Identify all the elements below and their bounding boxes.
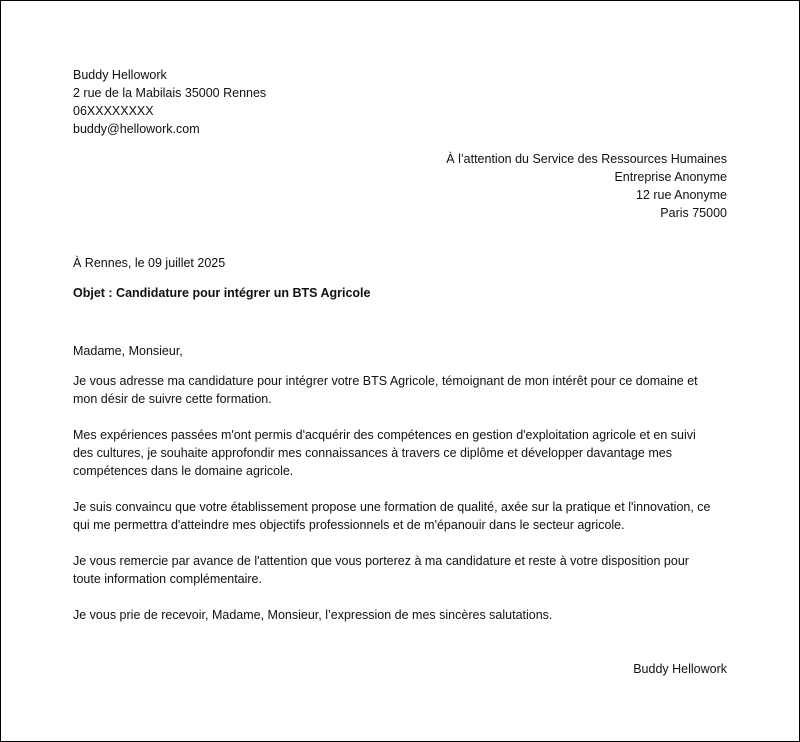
- salutation: Madame, Monsieur,: [73, 344, 183, 358]
- paragraph-line: Mes expériences passées m'ont permis d'acquérir des compétences en gestion d'exploitation agricole et en suivi: [73, 428, 696, 442]
- recipient-city: Paris 75000: [660, 206, 727, 220]
- date-line: À Rennes, le 09 juillet 2025: [73, 256, 226, 270]
- paragraph-line: qui me permettra d'atteindre mes objectifs professionnels et de m'épanouir dans le secteur agricole.: [73, 518, 625, 532]
- sender-name: Buddy Hellowork: [73, 68, 167, 82]
- body-paragraph: [73, 372, 733, 408]
- sender-block: [73, 66, 266, 138]
- paragraph-line: Je vous adresse ma candidature pour intégrer votre BTS Agricole, témoignant de mon intérêt pour ce domaine et: [73, 374, 698, 388]
- body-paragraph: [73, 606, 733, 624]
- body-paragraph: [73, 498, 733, 534]
- paragraph-line: des cultures, je souhaite approfondir mes connaissances à travers ce diplôme et développer davantage mes: [73, 446, 672, 460]
- paragraph-line: mon désir de suivre cette formation.: [73, 392, 272, 406]
- paragraph-line: compétences dans le domaine agricole.: [73, 464, 294, 478]
- signature: Buddy Hellowork: [633, 662, 727, 676]
- recipient-attention: À l’attention du Service des Ressources Humaines: [446, 152, 727, 166]
- paragraph-line: Je suis convaincu que votre établissement propose une formation de qualité, axée sur la pratique et l'innovation, ce: [73, 500, 711, 514]
- recipient-block: [446, 150, 727, 222]
- sender-phone: 06XXXXXXXX: [73, 104, 154, 118]
- paragraph-line: Je vous prie de recevoir, Madame, Monsieur, l’expression de mes sincères salutations.: [73, 608, 553, 622]
- paragraph-line: Je vous remercie par avance de l'attention que vous porterez à ma candidature et reste à votre disposition pour: [73, 554, 689, 568]
- body-paragraph: [73, 426, 733, 480]
- recipient-street: 12 rue Anonyme: [635, 188, 727, 202]
- recipient-company: Entreprise Anonyme: [614, 170, 727, 184]
- paragraph-line: toute information complémentaire.: [73, 572, 262, 586]
- sender-address: 2 rue de la Mabilais 35000 Rennes: [73, 86, 267, 100]
- body-paragraph: [73, 552, 733, 588]
- letter-body: [73, 372, 733, 642]
- subject-line: Objet : Candidature pour intégrer un BTS Agricole: [73, 286, 371, 300]
- sender-email: buddy@hellowork.com: [73, 122, 200, 136]
